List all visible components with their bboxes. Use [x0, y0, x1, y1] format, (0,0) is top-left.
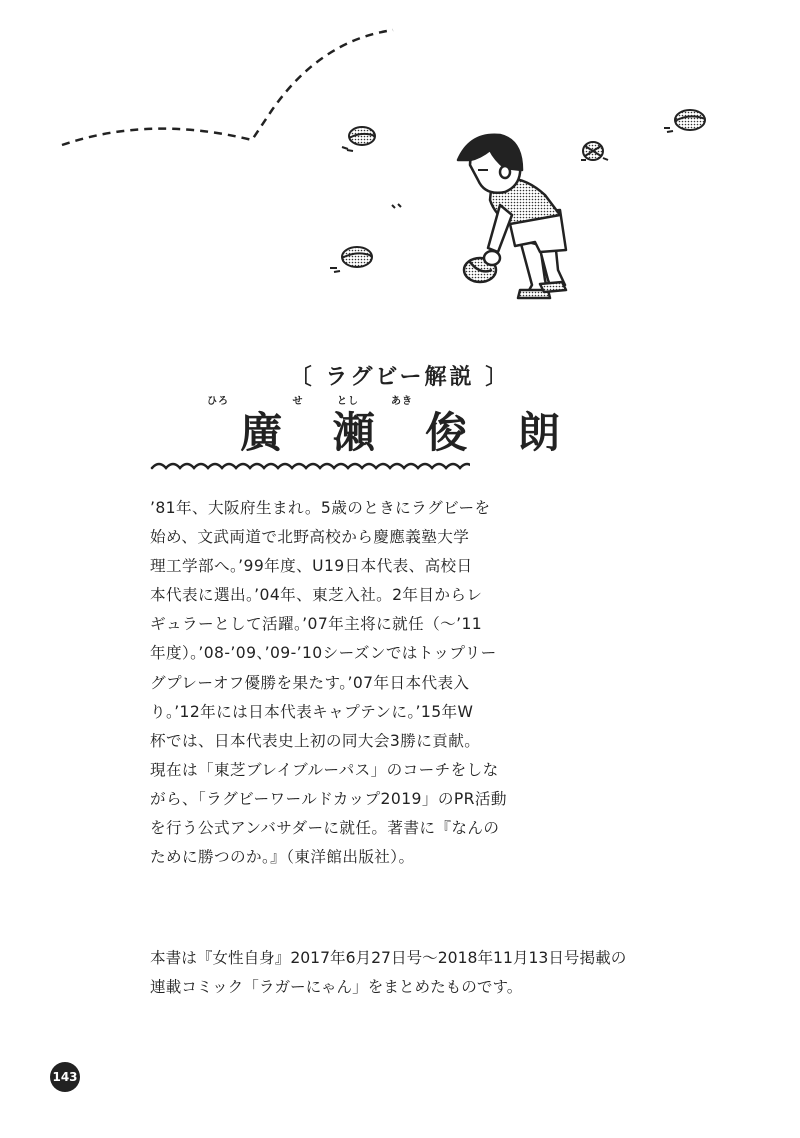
bio-line: 現在は「東芝ブレイブルーパス」のコーチをしな	[150, 760, 499, 779]
section-label: 〔 ラグビー解説 〕	[289, 365, 511, 390]
bio-line: 理工学部へ。’99年度、U19日本代表、高校日	[150, 557, 473, 576]
ruby-hiro: ひろ	[207, 396, 229, 407]
bio-line: を行う公式アンバサダーに就任。著書に『なんの	[150, 819, 500, 838]
bio-line: グプレーオフ優勝を果たす。’07年日本代表入	[150, 673, 470, 692]
publication-note	[150, 944, 650, 1002]
ball-trajectory-line	[62, 30, 393, 145]
author-name: 廣 瀬 俊 朗	[240, 408, 578, 457]
bio-line: 本代表に選出。’04年、東芝入社。2年目からレ	[150, 586, 483, 605]
ruby-toshi: とし	[337, 396, 359, 407]
bio-line: 始め、文武両道で北野高校から慶應義塾大学	[150, 528, 470, 547]
publication-note-line: 本書は『女性自身』2017年6月27日号～2018年11月13日号掲載の	[150, 949, 627, 967]
rugby-ball-1	[342, 127, 375, 151]
publication-note-line: 連載コミック「ラガーにゃん」をまとめたものです。	[150, 978, 523, 996]
ruby-se: せ	[292, 396, 304, 407]
bio-line: 杯では、日本代表史上初の同大会3勝に貢献。	[150, 731, 481, 750]
boy-figure	[458, 135, 566, 298]
wavy-divider	[150, 459, 470, 477]
rugby-ball-3	[581, 142, 608, 160]
rugby-ball-4	[330, 247, 372, 272]
bio-line: 年度）。’08-’09、’09-’10シーズンではトップリー	[150, 644, 497, 663]
ruby-aki: あき	[391, 396, 413, 407]
bio-line: り。’12年には日本代表キャプテンに。’15年W	[150, 702, 474, 721]
bio-line: ギュラーとして活躍。’07年主将に就任（～’11	[150, 615, 483, 634]
bio-line: がら、「ラグビーワールドカップ2019」のPR活動	[150, 789, 507, 808]
page-number: 143	[50, 1062, 80, 1092]
bio-line: ために勝つのか。』（東洋館出版社）。	[150, 848, 415, 867]
author-bio	[150, 494, 507, 872]
rugby-illustration	[0, 0, 800, 320]
bio-line: ’81年、大阪府生まれ。5歳のときにラグビーを	[150, 499, 491, 517]
rugby-ball-2	[664, 110, 705, 132]
